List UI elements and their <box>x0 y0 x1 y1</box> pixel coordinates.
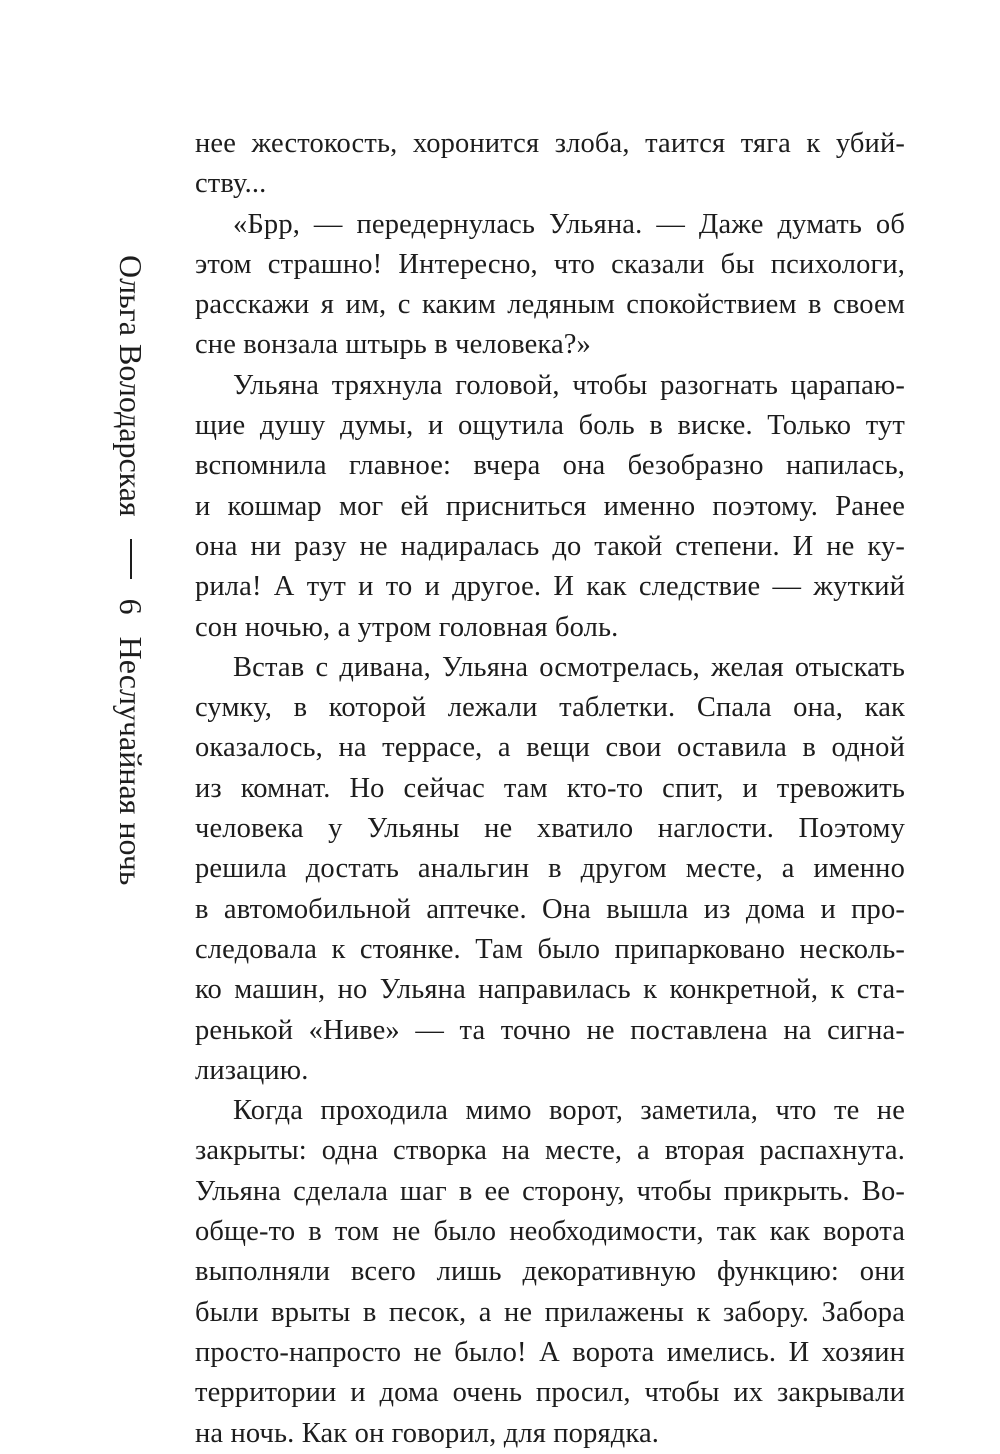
text-line: Когда проходила мимо ворот, заметила, что те не <box>233 1095 905 1127</box>
text-line: из комнат. Но сейчас там кто-то спит, и тревожить <box>195 772 905 804</box>
text-line: территории и дома очень просил, чтобы их закрывали <box>195 1377 905 1409</box>
text-line: оказалось, на террасе, а вещи свои оставила в одной <box>195 732 905 764</box>
running-head-author: Ольга Володарская <box>113 255 149 517</box>
text-line: выполняли всего лишь декоративную функцию: они <box>195 1256 905 1288</box>
text-line: Ульяна тряхнула головой, чтобы разогнать царапаю- <box>233 369 905 401</box>
text-line: в автомобильной аптечке. Она вышла из дома и про- <box>195 893 905 925</box>
text-line: закрыты: одна створка на месте, а вторая распахнута. <box>195 1135 905 1167</box>
text-line: ко машин, но Ульяна направилась к конкретной, к ста- <box>195 974 905 1006</box>
running-head-book-title: Неслучайная ночь <box>113 636 149 886</box>
text-line: человека у Ульяны не хватило наглости. Поэтому <box>195 813 905 845</box>
body-text <box>195 124 905 1454</box>
text-line: обще-то в том не было необходимости, так как ворота <box>195 1216 905 1248</box>
text-line: следовала к стоянке. Там было припарковано несколь- <box>195 933 905 965</box>
text-line: она ни разу не надиралась до такой степени. И не ку- <box>195 530 905 562</box>
text-line: сон ночью, а утром головная боль. <box>195 611 619 643</box>
text-line: сне вонзала штырь в человека?» <box>195 329 591 361</box>
text-line: сумку, в которой лежали таблетки. Спала она, как <box>195 692 905 724</box>
page-number: 6 <box>113 598 149 615</box>
text-line: этом страшно! Интересно, что сказали бы психологи, <box>195 248 905 280</box>
running-head <box>107 255 167 945</box>
text-line: щие душу думы, и ощутила боль в виске. Только тут <box>195 410 905 442</box>
text-line: решила достать анальгин в другом месте, а именно <box>195 853 905 885</box>
text-line: Встав с дивана, Ульяна осмотрелась, желая отыскать <box>233 651 905 683</box>
text-line: и кошмар мог ей присниться именно поэтому. Ранее <box>195 490 905 522</box>
text-line: просто-напросто не было! А ворота имелись. И хозяин <box>195 1336 905 1368</box>
text-line: расскажи я им, с каким ледяным спокойствием в своем <box>195 289 905 321</box>
text-line: ренькой «Ниве» — та точно не поставлена на сигна- <box>195 1014 905 1046</box>
text-line: на ночь. Как он говорил, для порядка. <box>195 1417 660 1449</box>
text-line: были врыты в песок, а не прилажены к забору. Забора <box>195 1296 905 1328</box>
text-line: ству... <box>195 168 267 200</box>
text-line: «Брр, — передернулась Ульяна. — Даже думать об <box>233 208 905 240</box>
text-line: вспомнила главное: вчера она безобразно напилась, <box>195 450 905 482</box>
text-line: рила! А тут и то и другое. И как следствие — жуткий <box>195 571 905 603</box>
text-line: нее жестокость, хоронится злоба, таится тяга к убий- <box>195 128 905 159</box>
text-line: лизацию. <box>195 1054 309 1086</box>
text-line: Ульяна сделала шаг в ее сторону, чтобы прикрыть. Во- <box>195 1175 905 1207</box>
running-head-divider <box>130 539 132 579</box>
